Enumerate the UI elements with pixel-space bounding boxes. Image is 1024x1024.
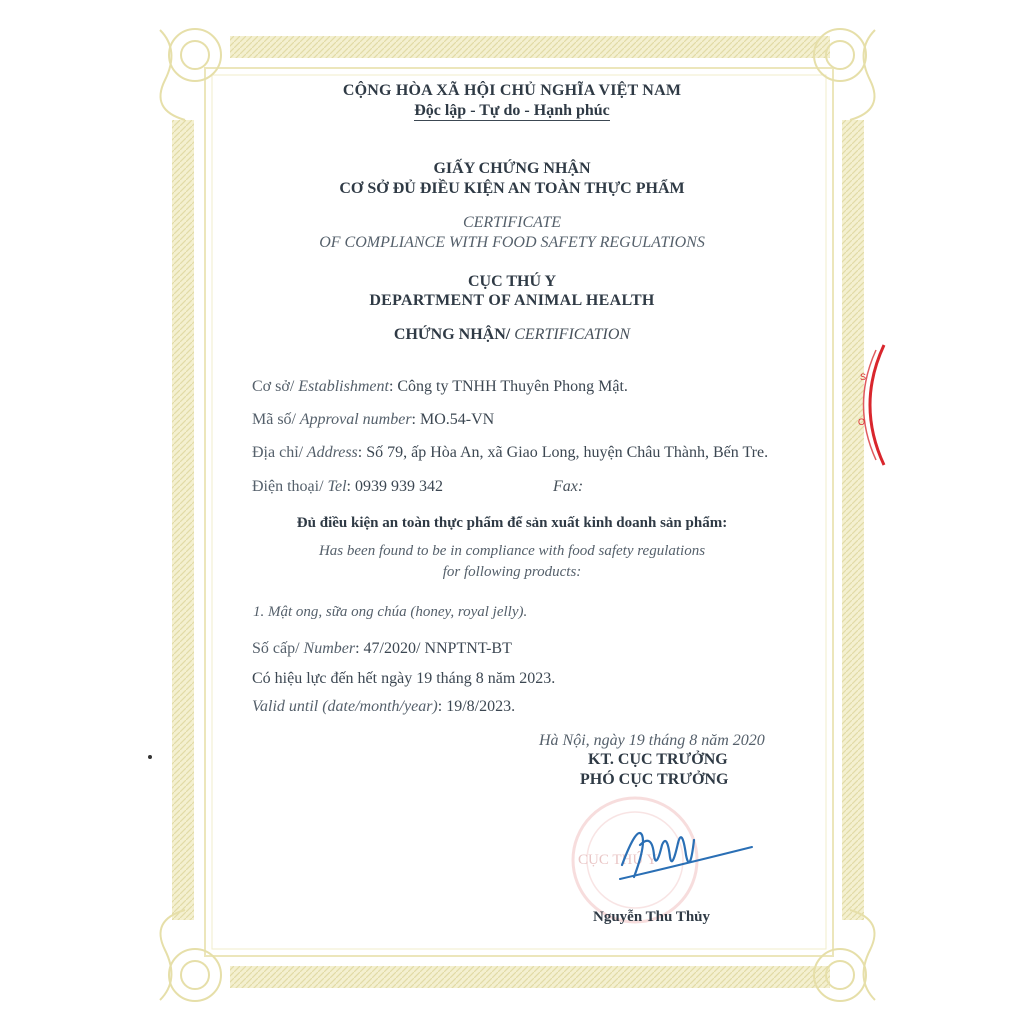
valid-until-en-row bbox=[252, 698, 515, 716]
certificate-title-en-2: OF COMPLIANCE WITH FOOD SAFETY REGULATIONS bbox=[319, 234, 705, 251]
phone-label-vn: Điện thoại/ bbox=[252, 478, 324, 495]
department-vn: CỤC THÚ Y bbox=[467, 273, 556, 290]
country-header: CỘNG HÒA XÃ HỘI CHỦ NGHĨA VIỆT NAM bbox=[342, 82, 682, 99]
phone-label-en: Tel bbox=[323, 478, 347, 495]
establishment-value: : Công ty TNHH Thuyên Phong Mật. bbox=[388, 378, 628, 395]
valid-until-en-value: : 19/8/2023. bbox=[437, 698, 516, 715]
number-label-vn: Số cấp/ bbox=[252, 640, 300, 657]
certificate-title-en-1: CERTIFICATE bbox=[462, 214, 562, 231]
edge-stamp bbox=[846, 340, 886, 470]
stray-dot bbox=[148, 755, 152, 759]
address-row bbox=[252, 444, 768, 462]
address-label-vn: Địa chỉ/ bbox=[252, 444, 304, 461]
signer-title-2: PHÓ CỤC TRƯỞNG bbox=[580, 771, 729, 788]
certification-vn: CHỨNG NHẬN/ bbox=[393, 326, 511, 343]
phone-row bbox=[252, 478, 443, 496]
approval-label-en: Approval number bbox=[296, 411, 412, 428]
certificate-title-vn-2: CƠ SỞ ĐỦ ĐIỀU KIỆN AN TOÀN THỰC PHẨM bbox=[339, 180, 685, 197]
motto-text: Độc lập - Tự do - Hạnh phúc bbox=[414, 102, 610, 119]
valid-until-en-label: Valid until (date/month/year) bbox=[252, 698, 438, 715]
product-item-1: 1. Mật ong, sữa ong chúa (honey, royal jelly). bbox=[253, 604, 528, 620]
svg-text:O: O bbox=[858, 417, 866, 427]
certification-en: CERTIFICATION bbox=[510, 326, 631, 343]
signer-name: Nguyễn Thu Thủy bbox=[593, 909, 711, 925]
establishment-label-vn: Cơ sở/ bbox=[252, 378, 295, 395]
approval-label-vn: Mã số/ bbox=[252, 411, 296, 428]
establishment-row bbox=[252, 378, 628, 396]
number-row bbox=[252, 640, 512, 658]
signer-title-1: KT. CỤC TRƯỞNG bbox=[588, 751, 728, 768]
place-date: Hà Nội, ngày 19 tháng 8 năm 2020 bbox=[539, 732, 765, 749]
compliance-vn: Đủ điều kiện an toàn thực phẩm để sản xuất kinh doanh sản phẩm: bbox=[296, 515, 728, 531]
svg-text:CỤC THÚ Y: CỤC THÚ Y bbox=[578, 852, 658, 868]
fax-label: Fax: bbox=[553, 478, 584, 495]
certificate-title-vn-1: GIẤY CHỨNG NHẬN bbox=[433, 160, 591, 177]
phone-value: : 0939 939 342 bbox=[346, 478, 443, 495]
number-label-en: Number bbox=[299, 640, 356, 657]
number-value: : 47/2020/ NNPTNT-BT bbox=[355, 640, 512, 657]
compliance-en-1: Has been found to be in compliance with food safety regulations bbox=[318, 543, 706, 559]
compliance-en-2: for following products: bbox=[442, 564, 582, 580]
establishment-label-en: Establishment bbox=[294, 378, 389, 395]
handwritten-signature bbox=[612, 815, 762, 895]
address-label-en: Address bbox=[303, 444, 358, 461]
valid-until-vn: Có hiệu lực đến hết ngày 19 tháng 8 năm 2023. bbox=[252, 670, 556, 687]
approval-row bbox=[252, 411, 494, 429]
svg-text:S: S bbox=[860, 372, 867, 382]
address-value: : Số 79, ấp Hòa An, xã Giao Long, huyện Châu Thành, Bến Tre. bbox=[357, 444, 769, 461]
department-en: DEPARTMENT OF ANIMAL HEALTH bbox=[369, 292, 655, 309]
motto bbox=[0, 102, 1024, 120]
approval-value: : MO.54-VN bbox=[411, 411, 495, 428]
